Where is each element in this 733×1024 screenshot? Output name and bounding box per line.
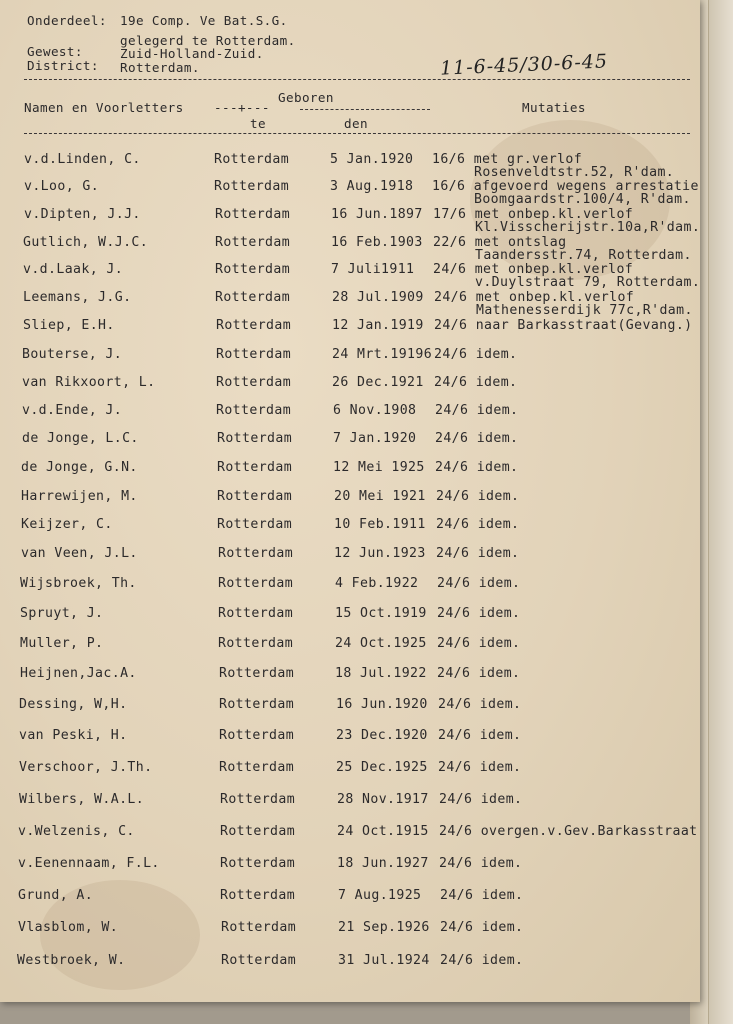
birth-place: Rotterdam xyxy=(215,290,291,305)
birth-place: Rotterdam xyxy=(218,546,294,561)
birth-date: 24 Mrt.19196 xyxy=(332,347,433,362)
birth-date: 28 Nov.1917 xyxy=(337,792,429,807)
birth-place: Rotterdam xyxy=(214,152,290,167)
birth-date: 5 Jan.1920 xyxy=(330,152,414,167)
table-row xyxy=(0,152,733,180)
mutation-text: 16/6 met gr.verlof xyxy=(432,152,583,167)
birth-date: 24 Oct.1915 xyxy=(337,824,429,839)
onderdeel-value: 19e Comp. Ve Bat.S.G. xyxy=(120,13,288,28)
mutation-text: 22/6 met ontslag xyxy=(433,235,567,250)
birth-place: Rotterdam xyxy=(216,403,292,418)
mutation-address: Boomgaardstr.100/4, R'dam. xyxy=(474,192,691,207)
person-name: van Veen, J.L. xyxy=(21,546,138,561)
table-row xyxy=(0,824,733,846)
table-row xyxy=(0,728,733,750)
table-row xyxy=(0,262,733,290)
birth-place: Rotterdam xyxy=(216,347,292,362)
table-row xyxy=(0,697,733,719)
birth-date: 26 Dec.1921 xyxy=(332,375,424,390)
birth-date: 23 Dec.1920 xyxy=(336,728,428,743)
birth-date: 16 Jun.1897 xyxy=(331,207,423,222)
column-born-place-header: te xyxy=(250,116,266,131)
birth-place: Rotterdam xyxy=(214,179,290,194)
person-name: Muller, P. xyxy=(20,636,104,651)
birth-place: Rotterdam xyxy=(218,576,294,591)
birth-place: Rotterdam xyxy=(220,824,296,839)
mutation-text: 24/6 idem. xyxy=(437,606,521,621)
table-row xyxy=(0,375,733,397)
mutation-address: Taandersstr.74, Rotterdam. xyxy=(475,248,692,263)
mutation-text: 24/6 idem. xyxy=(435,403,519,418)
mutation-text: 24/6 idem. xyxy=(437,666,521,681)
birth-place: Rotterdam xyxy=(218,636,294,651)
person-name: Vlasblom, W. xyxy=(18,920,119,935)
person-name: de Jonge, L.C. xyxy=(22,431,139,446)
birth-date: 20 Mei 1921 xyxy=(334,489,426,504)
mutation-address: Mathenesserdijk 77c,R'dam. xyxy=(476,303,693,318)
birth-place: Rotterdam xyxy=(219,760,295,775)
person-name: Sliep, E.H. xyxy=(23,318,115,333)
column-born-date-header: den xyxy=(344,116,368,131)
mutation-text: 24/6 idem. xyxy=(438,728,522,743)
birth-date: 12 Mei 1925 xyxy=(333,460,425,475)
person-name: Dessing, W,H. xyxy=(19,697,128,712)
column-born-header: Geboren xyxy=(278,90,334,105)
birth-date: 16 Feb.1903 xyxy=(331,235,423,250)
column-separator: ---+--- xyxy=(214,100,270,115)
district-label: District: xyxy=(27,58,99,73)
birth-date: 18 Jun.1927 xyxy=(337,856,429,871)
birth-date: 3 Aug.1918 xyxy=(330,179,414,194)
table-row xyxy=(0,235,733,263)
birth-place: Rotterdam xyxy=(219,697,295,712)
gewest-label: Gewest: xyxy=(27,44,83,59)
birth-date: 15 Oct.1919 xyxy=(335,606,427,621)
table-row xyxy=(0,953,733,975)
birth-date: 4 Feb.1922 xyxy=(335,576,419,591)
person-name: v.d.Laak, J. xyxy=(23,262,124,277)
mutation-text: 24/6 idem. xyxy=(438,760,522,775)
born-underline xyxy=(300,109,430,110)
table-row xyxy=(0,856,733,878)
person-name: v.Welzenis, C. xyxy=(18,824,135,839)
birth-date: 31 Jul.1924 xyxy=(338,953,430,968)
person-name: Wijsbroek, Th. xyxy=(20,576,137,591)
person-name: de Jonge, G.N. xyxy=(21,460,138,475)
table-row xyxy=(0,888,733,910)
table-row xyxy=(0,760,733,782)
table-row xyxy=(0,636,733,658)
birth-place: Rotterdam xyxy=(217,431,293,446)
birth-place: Rotterdam xyxy=(216,375,292,390)
birth-place: Rotterdam xyxy=(220,792,296,807)
birth-date: 16 Jun.1920 xyxy=(336,697,428,712)
birth-date: 12 Jun.1923 xyxy=(334,546,426,561)
person-name: v.d.Linden, C. xyxy=(24,152,141,167)
table-row xyxy=(0,347,733,369)
mutation-text: 16/6 afgevoerd wegens arrestatie xyxy=(432,179,699,194)
table-row xyxy=(0,920,733,942)
table-row xyxy=(0,460,733,482)
birth-place: Rotterdam xyxy=(215,235,291,250)
column-mutations-header: Mutaties xyxy=(522,100,586,115)
birth-date: 25 Dec.1925 xyxy=(336,760,428,775)
district-value: Rotterdam. xyxy=(120,60,200,75)
person-name: Spruyt, J. xyxy=(20,606,104,621)
birth-date: 28 Jul.1909 xyxy=(332,290,424,305)
onderdeel-label: Onderdeel: xyxy=(27,13,107,28)
person-name: v.Eenennaam, F.L. xyxy=(18,856,160,871)
birth-date: 6 Nov.1908 xyxy=(333,403,417,418)
birth-date: 7 Aug.1925 xyxy=(338,888,422,903)
mutation-text: 17/6 met onbep.kl.verlof xyxy=(433,207,634,222)
mutation-text: 24/6 idem. xyxy=(440,888,524,903)
person-name: v.d.Ende, J. xyxy=(22,403,123,418)
mutation-text: 24/6 idem. xyxy=(434,347,518,362)
person-name: Bouterse, J. xyxy=(22,347,123,362)
birth-date: 10 Feb.1911 xyxy=(334,517,426,532)
birth-date: 24 Oct.1925 xyxy=(335,636,427,651)
mutation-address: v.Duylstraat 79, Rotterdam. xyxy=(475,275,701,290)
person-name: van Rikxoort, L. xyxy=(22,375,156,390)
table-row xyxy=(0,606,733,628)
mutation-text: 24/6 idem. xyxy=(437,576,521,591)
table-row xyxy=(0,792,733,814)
header-rule-top xyxy=(24,79,690,80)
mutation-text: 24/6 met onbep.kl.verlof xyxy=(434,290,635,305)
table-row xyxy=(0,179,733,207)
birth-place: Rotterdam xyxy=(220,888,296,903)
birth-date: 12 Jan.1919 xyxy=(332,318,424,333)
birth-place: Rotterdam xyxy=(218,606,294,621)
mutation-text: 24/6 idem. xyxy=(438,697,522,712)
birth-place: Rotterdam xyxy=(215,262,291,277)
birth-place: Rotterdam xyxy=(216,318,292,333)
mutation-text: 24/6 met onbep.kl.verlof xyxy=(433,262,634,277)
table-row xyxy=(0,207,733,235)
table-row xyxy=(0,318,733,340)
mutation-text: 24/6 idem. xyxy=(434,375,518,390)
birth-place: Rotterdam xyxy=(221,953,297,968)
person-name: Westbroek, W. xyxy=(17,953,126,968)
person-name: Keijzer, C. xyxy=(21,517,113,532)
person-name: Wilbers, W.A.L. xyxy=(19,792,145,807)
mutation-text: 24/6 idem. xyxy=(439,856,523,871)
mutation-text: 24/6 idem. xyxy=(436,546,520,561)
onderdeel-value-line2: gelegerd te Rotterdam. xyxy=(120,33,296,48)
table-row xyxy=(0,489,733,511)
mutation-address: Rosenveldtstr.52, R'dam. xyxy=(474,165,675,180)
table-row xyxy=(0,431,733,453)
person-name: Gutlich, W.J.C. xyxy=(23,235,149,250)
mutation-text: 24/6 idem. xyxy=(436,517,520,532)
mutation-text: 24/6 idem. xyxy=(440,920,524,935)
person-name: Leemans, J.G. xyxy=(23,290,132,305)
handwritten-period: 11-6-45/30-6-45 xyxy=(439,50,609,80)
person-name: Heijnen,Jac.A. xyxy=(20,666,137,681)
mutation-address: Kl.Visscherijstr.10a,R'dam. xyxy=(475,220,701,235)
gewest-value: Zuid-Holland-Zuid. xyxy=(120,46,264,61)
person-name: van Peski, H. xyxy=(19,728,128,743)
table-row xyxy=(0,546,733,568)
birth-date: 7 Juli1911 xyxy=(331,262,415,277)
birth-place: Rotterdam xyxy=(220,856,296,871)
mutation-text: 24/6 naar Barkasstraat(Gevang.) xyxy=(434,318,693,333)
mutation-text: 24/6 idem. xyxy=(439,792,523,807)
mutation-text: 24/6 idem. xyxy=(437,636,521,651)
mutation-text: 24/6 idem. xyxy=(436,489,520,504)
birth-place: Rotterdam xyxy=(221,920,297,935)
table-row xyxy=(0,517,733,539)
table-row xyxy=(0,290,733,318)
person-name: v.Loo, G. xyxy=(24,179,100,194)
mutation-text: 24/6 idem. xyxy=(435,431,519,446)
birth-date: 21 Sep.1926 xyxy=(338,920,430,935)
mutation-text: 24/6 idem. xyxy=(440,953,524,968)
birth-place: Rotterdam xyxy=(217,460,293,475)
birth-place: Rotterdam xyxy=(219,728,295,743)
person-name: Harrewijen, M. xyxy=(21,489,138,504)
table-row xyxy=(0,576,733,598)
table-row xyxy=(0,666,733,688)
person-name: Grund, A. xyxy=(18,888,94,903)
person-name: v.Dipten, J.J. xyxy=(24,207,141,222)
header-rule-bottom xyxy=(24,133,690,134)
birth-place: Rotterdam xyxy=(217,517,293,532)
table-row xyxy=(0,403,733,425)
birth-place: Rotterdam xyxy=(219,666,295,681)
birth-date: 7 Jan.1920 xyxy=(333,431,417,446)
birth-date: 18 Jul.1922 xyxy=(335,666,427,681)
mutation-text: 24/6 overgen.v.Gev.Barkasstraat xyxy=(439,824,698,839)
person-name: Verschoor, J.Th. xyxy=(19,760,153,775)
column-names-header: Namen en Voorletters xyxy=(24,100,184,115)
mutation-text: 24/6 idem. xyxy=(435,460,519,475)
birth-place: Rotterdam xyxy=(217,489,293,504)
birth-place: Rotterdam xyxy=(215,207,291,222)
